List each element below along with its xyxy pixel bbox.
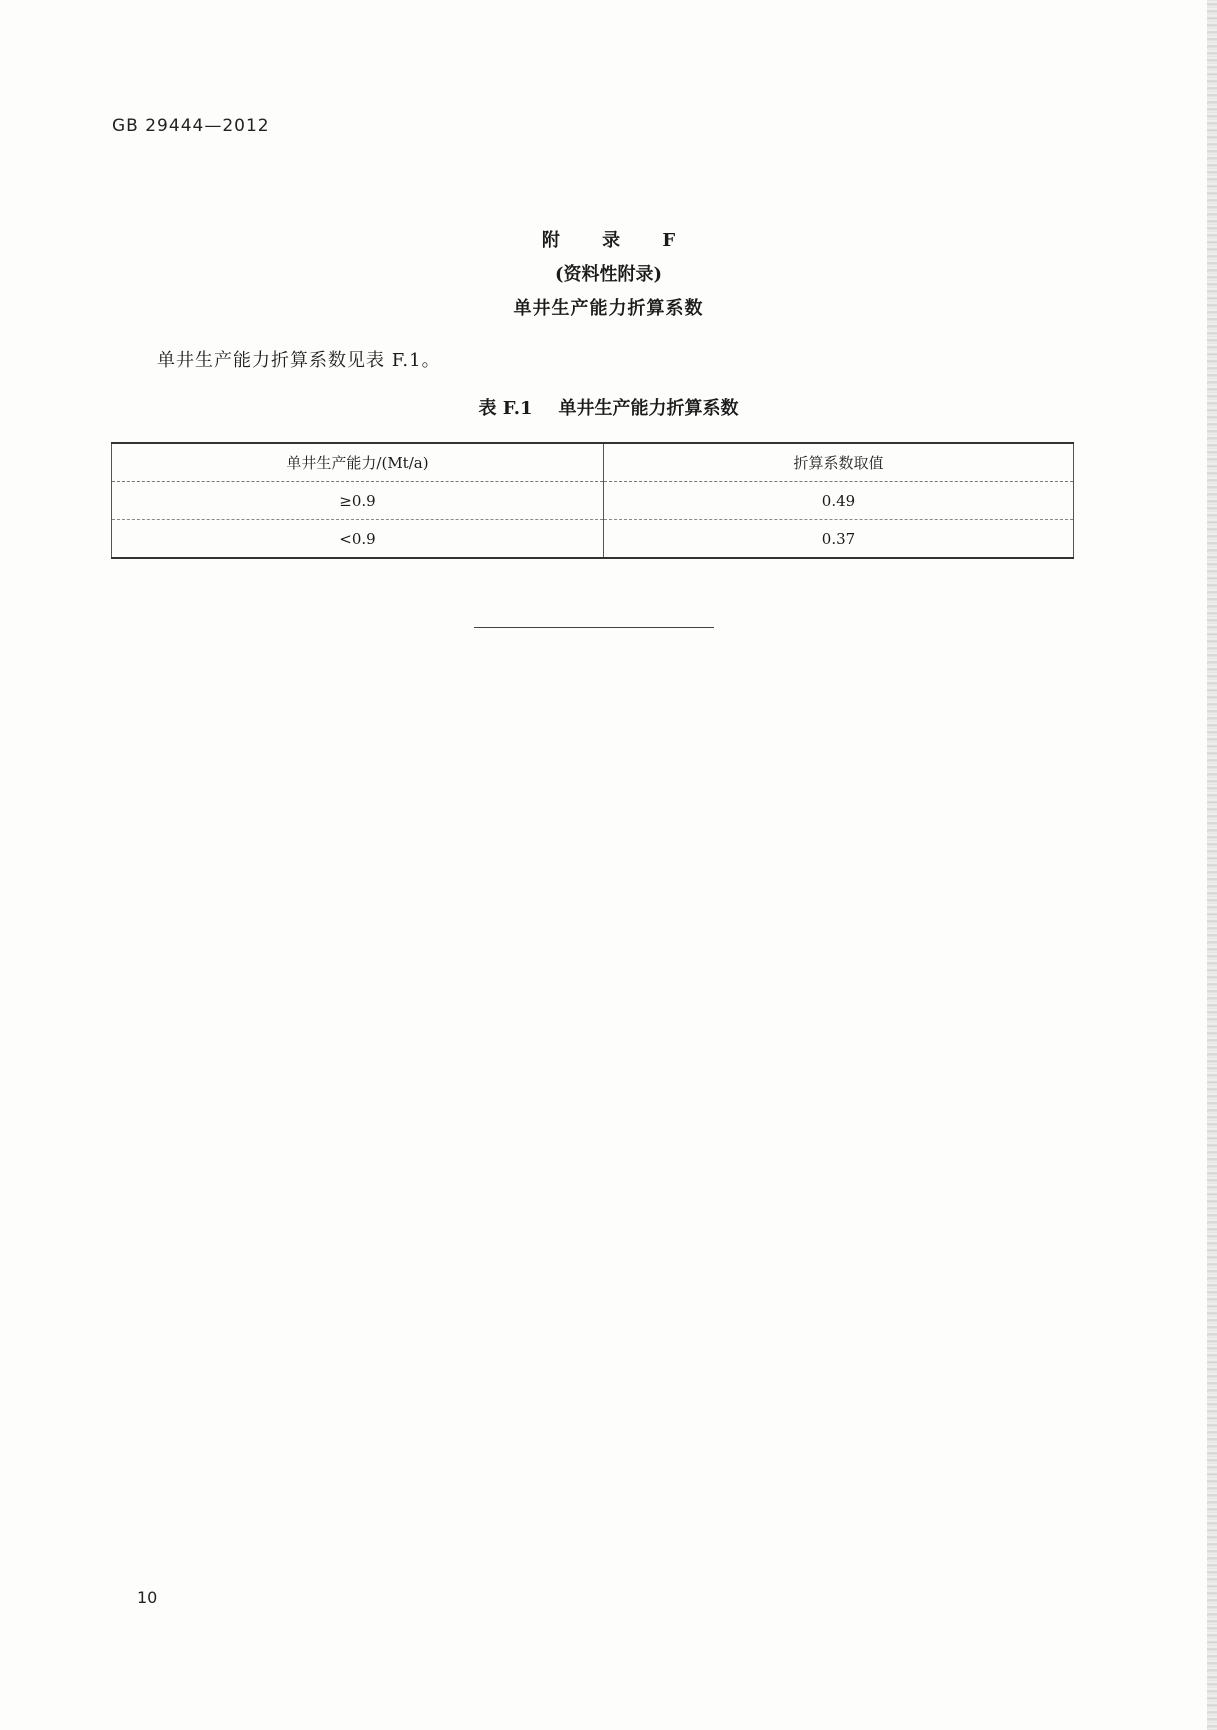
intro-paragraph: 单井生产能力折算系数见表 F.1。 <box>157 350 441 371</box>
table-cell-capacity: <0.9 <box>112 520 604 559</box>
appendix-title: 单井生产能力折算系数 <box>513 298 704 319</box>
column-header-capacity: 单井生产能力/(Mt/a) <box>112 443 604 482</box>
appendix-type: (资料性附录) <box>554 264 663 285</box>
table-caption-number: 表 F.1 <box>478 398 533 419</box>
column-header-factor: 折算系数取值 <box>604 443 1074 482</box>
table-cell-capacity: ≥0.9 <box>112 482 604 520</box>
table-cell-factor: 0.49 <box>604 482 1074 520</box>
table-header-row <box>112 443 1074 482</box>
page-number: 10 <box>137 1588 158 1607</box>
table-row <box>112 482 1074 520</box>
end-rule <box>474 627 714 628</box>
appendix-label: 附 录 F <box>541 230 694 251</box>
table-caption-title: 单井生产能力折算系数 <box>558 398 739 419</box>
table-cell-factor: 0.37 <box>604 520 1074 559</box>
conversion-factor-table <box>111 442 1074 559</box>
table-caption <box>0 394 1217 420</box>
standard-id: GB 29444—2012 <box>112 116 270 136</box>
table-row <box>112 520 1074 559</box>
